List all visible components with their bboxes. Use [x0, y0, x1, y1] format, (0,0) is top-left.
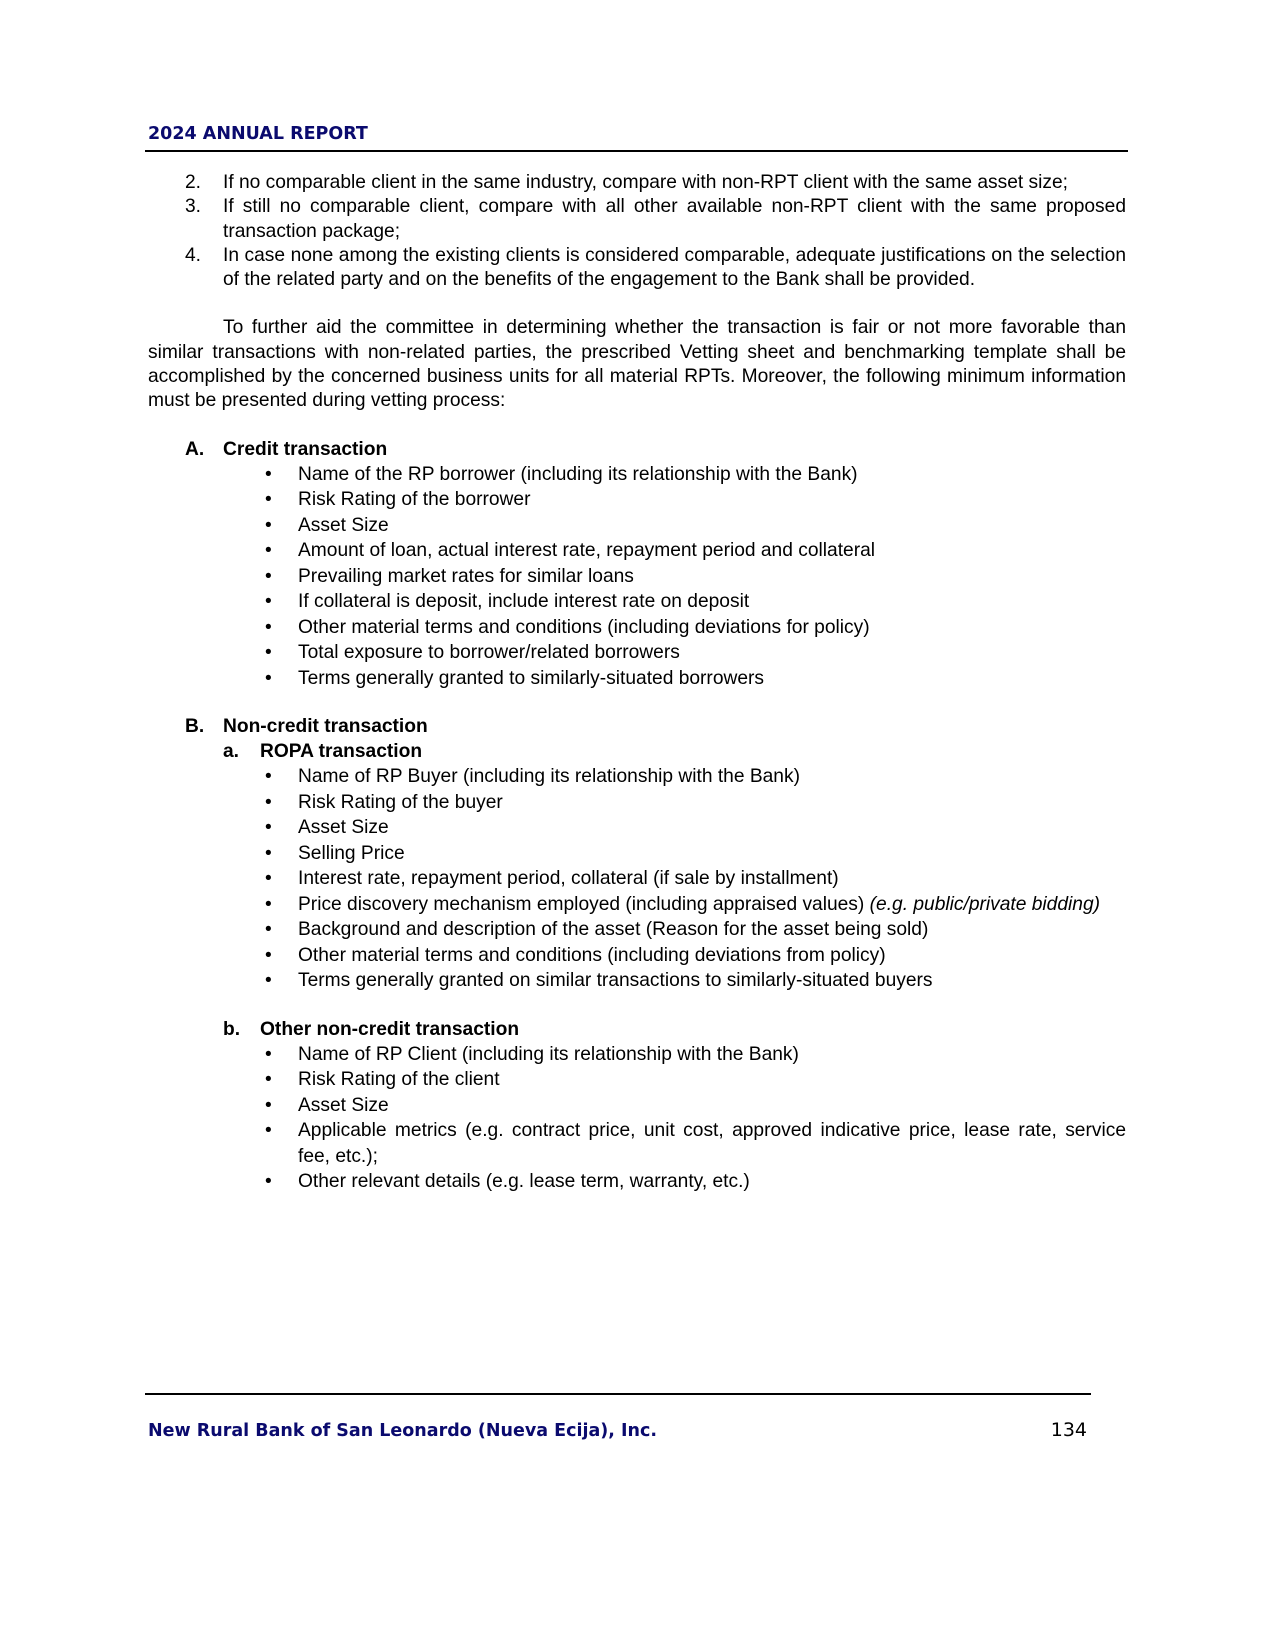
- list-item: • Name of RP Buyer (including its relationship with the Bank): [148, 764, 1126, 790]
- section-title: Credit transaction: [223, 438, 388, 460]
- list-marker: 3.: [185, 196, 202, 218]
- section-non-credit-transaction: [148, 715, 1126, 1194]
- list-item: • Name of the RP borrower (including its relationship with the Bank): [148, 462, 1126, 488]
- bullet-icon: •: [265, 817, 272, 839]
- list-item: • Risk Rating of the client: [148, 1067, 1126, 1093]
- list-item: • Other relevant details (e.g. lease term, warranty, etc.): [148, 1169, 1126, 1195]
- page-body: [148, 171, 1126, 1195]
- bullet-icon: •: [265, 1120, 272, 1142]
- footer-divider: [145, 1393, 1091, 1395]
- numbered-item-3: [148, 195, 1126, 244]
- bullet-icon: •: [265, 893, 272, 915]
- footer-company-name: New Rural Bank of San Leonardo (Nueva Ecija), Inc.: [148, 1421, 657, 1441]
- subsection-ropa-transaction: [148, 740, 1126, 994]
- list-item: • Terms generally granted on similar transactions to similarly-situated buyers: [148, 968, 1126, 994]
- bullet-icon: •: [265, 642, 272, 664]
- bullet-icon: •: [265, 842, 272, 864]
- italic-example: (e.g. public/private bidding): [869, 893, 1101, 915]
- section-marker: A.: [185, 438, 205, 460]
- subsection-heading: [148, 1018, 1126, 1042]
- list-item: • Name of RP Client (including its relationship with the Bank): [148, 1042, 1126, 1068]
- bullet-icon: •: [265, 540, 272, 562]
- bullet-list: [148, 1042, 1126, 1195]
- bullet-icon: •: [265, 489, 272, 511]
- bullet-icon: •: [265, 667, 272, 689]
- report-header-title: 2024 ANNUAL REPORT: [148, 124, 368, 144]
- list-marker: 4.: [185, 244, 202, 266]
- list-item: • Price discovery mechanism employed (including appraised values) (e.g. public/private bidding): [148, 892, 1126, 918]
- list-item: • Other material terms and conditions (including deviations for policy): [148, 615, 1126, 641]
- list-text: In case none among the existing clients is considered comparable, adequate justifications on the selection of the related party and on the benefits of the engagement to the Bank shall be provided.: [223, 244, 1126, 291]
- header-divider: [145, 150, 1128, 152]
- list-marker: 2.: [185, 172, 202, 193]
- bullet-icon: •: [265, 1069, 272, 1091]
- bullet-icon: •: [265, 919, 272, 941]
- bullet-icon: •: [265, 616, 272, 638]
- vetting-paragraph: To further aid the committee in determining whether the transaction is fair or not more favorable than similar transactions with non-related parties, the prescribed Vetting sheet and benchmarking template shall be accomplished by the concerned business units for all material RPTs. Moreover, the following minimum information must be presented during vetting process:: [148, 317, 1126, 412]
- bullet-list: [148, 462, 1126, 692]
- subsection-marker: a.: [223, 740, 240, 762]
- list-item: • Amount of loan, actual interest rate, repayment period and collateral: [148, 538, 1126, 564]
- bullet-icon: •: [265, 1094, 272, 1116]
- bullet-icon: •: [265, 565, 272, 587]
- bullet-icon: •: [265, 944, 272, 966]
- numbered-item-2: [148, 171, 1126, 195]
- list-text: If no comparable client in the same industry, compare with non-RPT client with the same asset size;: [223, 172, 1068, 193]
- list-item: • Applicable metrics (e.g. contract price, unit cost, approved indicative price, lease rate, service fee, etc.);: [265, 1120, 1126, 1167]
- list-item: • Selling Price: [148, 841, 1126, 867]
- subsection-title: Other non-credit transaction: [260, 1018, 520, 1040]
- subsection-other-non-credit-transaction: [148, 1018, 1126, 1195]
- list-item: • Risk Rating of the buyer: [148, 790, 1126, 816]
- list-item: • Other material terms and conditions (including deviations from policy): [148, 943, 1126, 969]
- subsection-heading: [148, 740, 1126, 764]
- bullet-icon: •: [265, 868, 272, 890]
- list-item: • Asset Size: [148, 513, 1126, 539]
- bullet-icon: •: [265, 514, 272, 536]
- bullet-icon: •: [265, 766, 272, 788]
- bullet-icon: •: [265, 1043, 272, 1065]
- section-heading: [148, 438, 1126, 462]
- list-item: • Terms generally granted to similarly-situated borrowers: [148, 666, 1126, 692]
- bullet-icon: •: [265, 791, 272, 813]
- bullet-icon: •: [265, 463, 272, 485]
- page-number: 134: [1050, 1419, 1087, 1441]
- list-item: • Total exposure to borrower/related borrowers: [148, 640, 1126, 666]
- subsection-marker: b.: [223, 1018, 241, 1040]
- list-item: • Risk Rating of the borrower: [148, 487, 1126, 513]
- section-heading: [148, 715, 1126, 739]
- list-item: • Asset Size: [148, 815, 1126, 841]
- numbered-list: [148, 171, 1126, 292]
- list-item: • Asset Size: [148, 1093, 1126, 1119]
- section-marker: B.: [185, 716, 205, 738]
- bullet-icon: •: [265, 1171, 272, 1193]
- bullet-list: [148, 764, 1126, 994]
- section-credit-transaction: [148, 438, 1126, 692]
- list-item: • Prevailing market rates for similar loans: [148, 564, 1126, 590]
- subsection-title: ROPA transaction: [260, 740, 423, 762]
- list-item: • Interest rate, repayment period, collateral (if sale by installment): [148, 866, 1126, 892]
- list-item: • Background and description of the asset (Reason for the asset being sold): [148, 917, 1126, 943]
- list-text: If still no comparable client, compare with all other available non-RPT client with the same proposed transaction package;: [223, 196, 1126, 242]
- bullet-icon: •: [265, 591, 272, 613]
- list-item: • If collateral is deposit, include interest rate on deposit: [148, 589, 1126, 615]
- section-title: Non-credit transaction: [223, 716, 428, 738]
- bullet-icon: •: [265, 970, 272, 992]
- numbered-item-4: [148, 244, 1126, 293]
